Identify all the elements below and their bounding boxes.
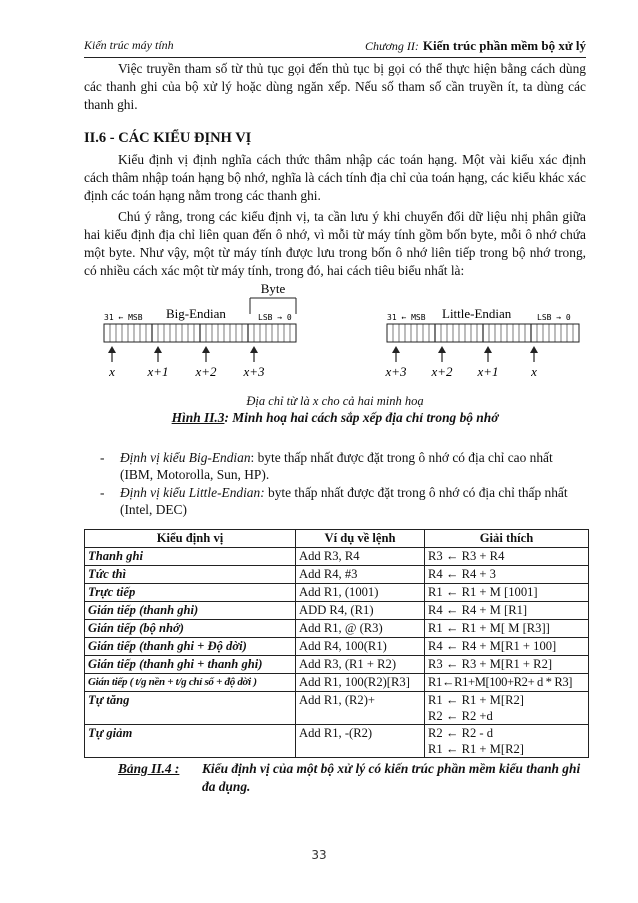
cell-mode: Gián tiếp ( t/g nền + t/g chỉ số + độ dời ) <box>85 674 296 692</box>
cell-explain <box>425 620 589 638</box>
cell-example: Add R1, (R2)+ <box>296 692 425 725</box>
cell-explain <box>425 584 589 602</box>
address-label: x+3 <box>243 364 265 379</box>
header-chapter-title: Kiến trúc phần mềm bộ xử lý <box>422 38 586 53</box>
cell-explain <box>425 692 589 725</box>
little-endian-title: Little-Endian <box>442 306 512 321</box>
explain-line: R3 ← R3 + R4 <box>428 549 505 563</box>
cell-explain <box>425 566 589 584</box>
cell-explain <box>425 725 589 758</box>
little-endian-msb-label: 31 ← MSB <box>387 313 426 322</box>
little-endian-address-arrows <box>384 346 538 379</box>
address-label: x+1 <box>477 364 499 379</box>
cell-example: Add R1, 100(R2)[R3] <box>296 674 425 692</box>
cell-example: ADD R4, (R1) <box>296 602 425 620</box>
table-row <box>85 656 589 674</box>
cell-mode: Trực tiếp <box>85 584 296 602</box>
explain-line: R4 ← R4 + M [R1] <box>428 603 528 617</box>
explain-line: R1 ← R1 + M[R2] <box>428 742 524 756</box>
table-row <box>85 566 589 584</box>
cell-mode: Gián tiếp (thanh ghi + thanh ghi) <box>85 656 296 674</box>
table-caption-label: Bảng II.4 : <box>118 761 180 776</box>
table-row <box>85 620 589 638</box>
explain-line: R2 ← R2 - d <box>428 726 494 740</box>
little-endian-lsb-label: LSB → 0 <box>537 313 571 322</box>
column-header-example: Ví dụ về lệnh <box>296 530 425 548</box>
address-label: x <box>531 364 537 379</box>
cell-explain <box>425 602 589 620</box>
cell-example: Add R3, (R1 + R2) <box>296 656 425 674</box>
endian-bullet-list <box>100 449 588 519</box>
address-label: x+3 <box>385 364 407 379</box>
cell-explain <box>425 548 589 566</box>
explain-line: R1 ← R1 + M [1001] <box>428 585 538 599</box>
cell-example: Add R4, 100(R1) <box>296 638 425 656</box>
big-endian-title: Big-Endian <box>166 306 226 321</box>
header-chapter-number: Chương II: <box>364 39 419 53</box>
column-header-explain: Giải thích <box>425 530 589 548</box>
header-chapter <box>365 38 586 54</box>
table-row <box>85 725 589 758</box>
table-row <box>85 674 589 692</box>
byte-label: Byte <box>260 281 286 296</box>
explain-line: R2 ← R2 +d <box>428 709 493 723</box>
explain-line: R4 ← R4 + M[R1 + 100] <box>428 639 557 653</box>
figure-caption-text: : Minh hoạ hai cách sắp xếp địa chỉ trong bộ nhớ <box>224 410 499 425</box>
figure-note: Địa chỉ từ là x cho cả hai minh hoạ <box>246 394 424 408</box>
cell-mode: Gián tiếp (bộ nhớ) <box>85 620 296 638</box>
paragraph-addressing-modes: Kiểu định vị định nghĩa cách thức thâm nhập các toán hạng. Một vài kiểu xác định cách thâm nhập toán hạng bộ nhớ, nghĩa là cách tính địa chỉ của toán hạng, các kiểu khác xác định các toán hạng nằm trong các thanh ghi. <box>84 152 586 203</box>
address-arrow-head <box>202 346 210 353</box>
list-item <box>100 484 588 518</box>
address-label: x <box>109 364 115 379</box>
table-header-row <box>85 530 589 548</box>
cell-example: Add R4, #3 <box>296 566 425 584</box>
explain-line: R4 ← R4 + 3 <box>428 567 496 581</box>
cell-explain <box>425 674 589 692</box>
address-label: x+2 <box>195 364 217 379</box>
column-header-mode: Kiểu định vị <box>85 530 296 548</box>
header-rule <box>84 57 586 58</box>
address-arrow-head <box>484 346 492 353</box>
explain-line: R1 ← R1 + M[ M [R3]] <box>428 621 550 635</box>
table-row <box>85 638 589 656</box>
table-row <box>85 602 589 620</box>
list-item <box>100 449 588 483</box>
address-arrow-head <box>530 346 538 353</box>
big-endian-address-arrows <box>108 346 265 379</box>
explain-line: R1←R1+M[100+R2+ d * R3] <box>428 675 573 689</box>
addressing-modes-table <box>84 529 589 758</box>
cell-example: Add R3, R4 <box>296 548 425 566</box>
bullet-term: Định vị kiểu Little-Endian: <box>120 485 265 500</box>
address-arrow-head <box>154 346 162 353</box>
big-endian-msb-label: 31 ← MSB <box>104 313 143 322</box>
address-arrow-head <box>108 346 116 353</box>
cell-mode: Gián tiếp (thanh ghi + Độ dời) <box>85 638 296 656</box>
explain-line: R1 ← R1 + M[R2] <box>428 693 524 707</box>
address-label: x+1 <box>147 364 169 379</box>
cell-example: Add R1, @ (R3) <box>296 620 425 638</box>
cell-mode: Tự giảm <box>85 725 296 758</box>
table-row <box>85 548 589 566</box>
table-row <box>85 584 589 602</box>
table-body <box>85 548 589 758</box>
little-endian-bit-row <box>387 324 579 342</box>
cell-mode: Thanh ghi <box>85 548 296 566</box>
bullet-dash: - <box>100 485 105 500</box>
big-endian-lsb-label: LSB → 0 <box>258 313 292 322</box>
explain-line: R3 ← R3 + M[R1 + R2] <box>428 657 553 671</box>
cell-mode: Tự tăng <box>85 692 296 725</box>
cell-example: Add R1, (1001) <box>296 584 425 602</box>
address-arrow-head <box>250 346 258 353</box>
address-arrow-head <box>438 346 446 353</box>
figure-caption-label: Hình II.3 <box>171 410 225 425</box>
address-arrow-head <box>392 346 400 353</box>
table-caption-text: Kiểu định vị của một bộ xử lý có kiến trúc phần mềm kiểu thanh ghi đa dụng. <box>202 761 581 794</box>
bullet-text: byte thấp nhất được đặt trong ô nhớ có địa chỉ thấp nhất (Intel, DEC) <box>120 485 568 517</box>
address-label: x+2 <box>431 364 453 379</box>
bullet-dash: - <box>100 450 105 465</box>
cell-explain <box>425 638 589 656</box>
bullet-text: : byte thấp nhất được đặt trong ô nhớ có địa chỉ cao nhất (IBM, Motorolla, Sun, HP). <box>120 450 553 482</box>
table-row <box>85 692 589 725</box>
page-header <box>84 38 586 56</box>
cell-explain <box>425 656 589 674</box>
bullet-term: Định vị kiểu Big-Endian <box>120 450 251 465</box>
cell-mode: Gián tiếp (thanh ghi) <box>85 602 296 620</box>
cell-mode: Tức thì <box>85 566 296 584</box>
big-endian-bit-row <box>104 324 296 342</box>
intro-paragraph: Việc truyền tham số từ thủ tục gọi đến thủ tục bị gọi có thể thực hiện bằng cách dùng các thanh ghi của bộ xử lý hoặc dùng ngăn xếp. Nếu số tham số cần truyền ít, ta dùng các thanh ghi. <box>84 61 586 112</box>
section-heading: II.6 - CÁC KIỂU ĐỊNH VỊ <box>84 130 252 146</box>
cell-example: Add R1, -(R2) <box>296 725 425 758</box>
page-number: 33 <box>311 848 327 862</box>
figure-caption <box>84 410 586 426</box>
paragraph-byte-order: Chú ý rằng, trong các kiểu định vị, ta cần lưu ý khi chuyển đổi dữ liệu nhị phân giữa hai kiểu định địa chỉ liên quan đến ô nhớ, vì mỗi từ máy tính gồm bốn byte, mỗi ô nhớ chứa một byte. Như vậy, một từ máy tính được lưu trong bốn ô nhớ liên tiếp trong bộ nhớ trong, có nhiều cách xác một từ máy tính, trong đó, hai cách tiêu biểu nhất là: <box>84 209 586 278</box>
endianness-diagram <box>90 280 590 380</box>
header-book-title: Kiến trúc máy tính <box>84 38 174 52</box>
